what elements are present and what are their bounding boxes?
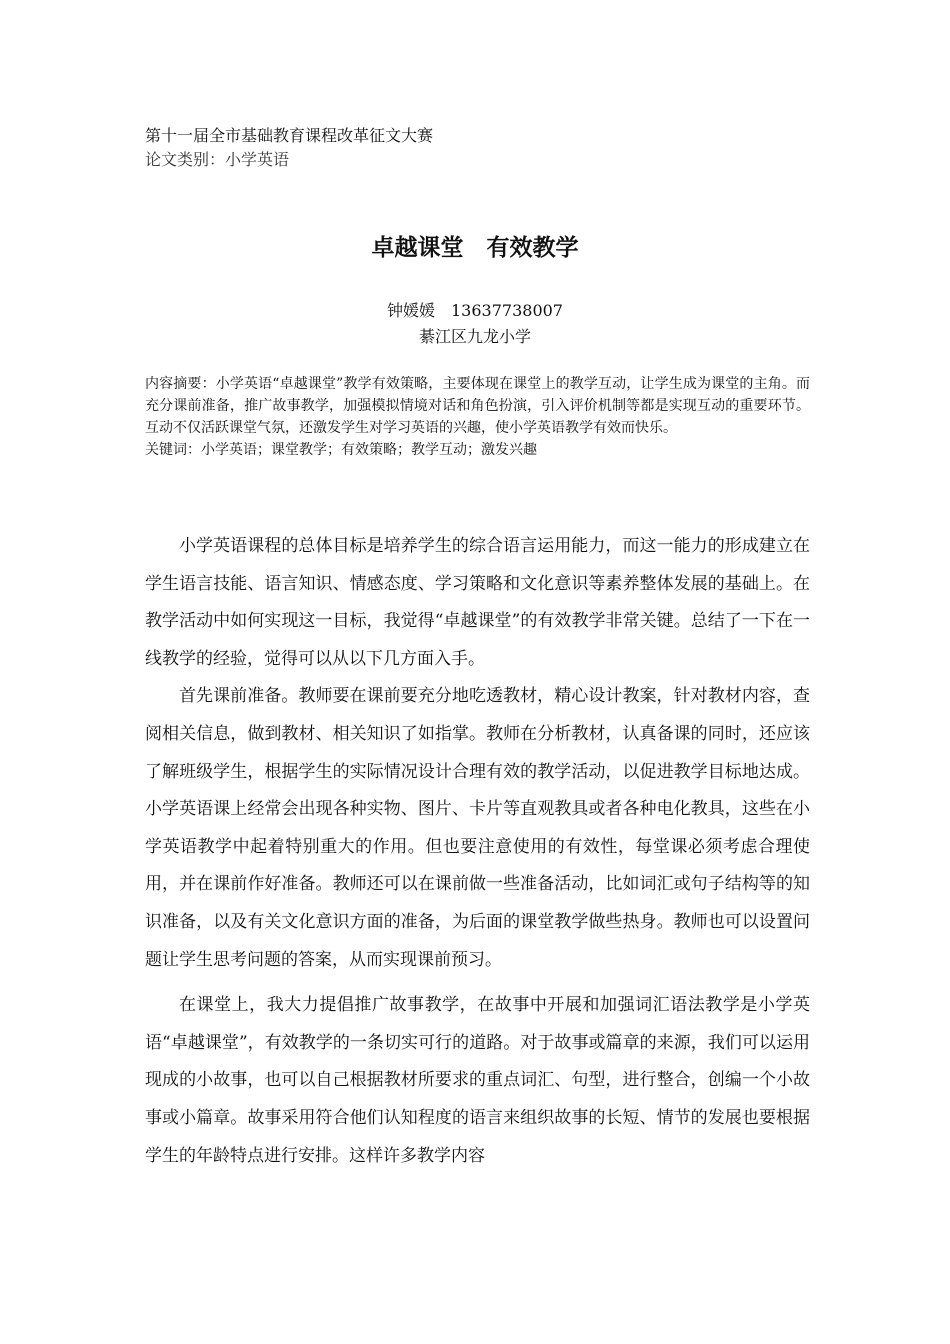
document-header (145, 124, 805, 172)
author-school: 綦江区九龙小学 (418, 327, 531, 346)
paragraph: 首先课前准备。教师要在课前要充分地吃透教材，精心设计教案，针对教材内容，查阅相关信息，做到教材、相关知识了如指掌。教师在分析教材，认真备课的同时，还应该了解班级学生，根据学生的实际情况设计合理有效的教学活动，以促进教学目标地达成。小学英语课上经常会出现各种实物、图片、卡片等直观教具或者各种电化教具，这些在小学英语教学中起着特别重大的作用。但也要注意使用的有效性，每堂课必须考虑合理使用，并在课前作好准备。教师还可以在课前做一些准备活动，比如词汇或句子结构等的知识准备，以及有关文化意识方面的准备，为后面的课堂教学做些热身。教师也可以设置问题让学生思考问题的答案，从而实现课前预习。 (145, 686, 810, 970)
paragraph: 在课堂上，我大力提倡推广故事教学，在故事中开展和加强词汇语法教学是小学英语“卓越课堂”，有效教学的一条切实可行的道路。对于故事或篇章的来源，我们可以运用现成的小故事，也可以自己根据教材所要求的重点词汇、句型，进行整合，创编一个小故事或小篇章。故事采用符合他们认知程度的语言来组织故事的长短、情节的发展也要根据学生的年龄特点进行安排。这样许多教学内容 (145, 995, 810, 1166)
author-info (145, 298, 805, 350)
abstract-section (145, 374, 810, 461)
category-value: 小学英语 (225, 150, 290, 169)
abstract-text: 内容摘要：小学英语“卓越课堂”教学有效策略，主要体现在课堂上的教学互动，让学生成为课堂的主角。而充分课前准备，推广故事教学，加强模拟情境对话和角色扮演，引入评价机制等都是实现互动的重要环节。互动不仅活跃课堂气氛，还激发学生对学习英语的兴趣，使小学英语教学有效而快乐。 (145, 376, 810, 436)
category-label: 论文类别： (145, 150, 226, 169)
body-text (145, 528, 810, 1175)
paragraph: 小学英语课程的总体目标是培养学生的综合语言运用能力，而这一能力的形成建立在学生语言技能、语言知识、情感态度、学习策略和文化意识等素养整体发展的基础上。在教学活动中如何实现这一目标，我觉得“卓越课堂”的有效教学非常关键。总结了一下在一线教学的经验，觉得可以从以下几方面入手。 (145, 536, 810, 669)
paper-title: 卓越课堂 有效教学 (371, 235, 579, 261)
contest-name: 第十一届全市基础教育课程改革征文大赛 (145, 126, 434, 145)
author-name-phone: 钟媛媛 13637738007 (387, 301, 563, 320)
keywords: 关键词：小学英语；课堂教学；有效策略；教学互动；激发兴趣 (145, 442, 537, 459)
paper-category (145, 148, 805, 172)
